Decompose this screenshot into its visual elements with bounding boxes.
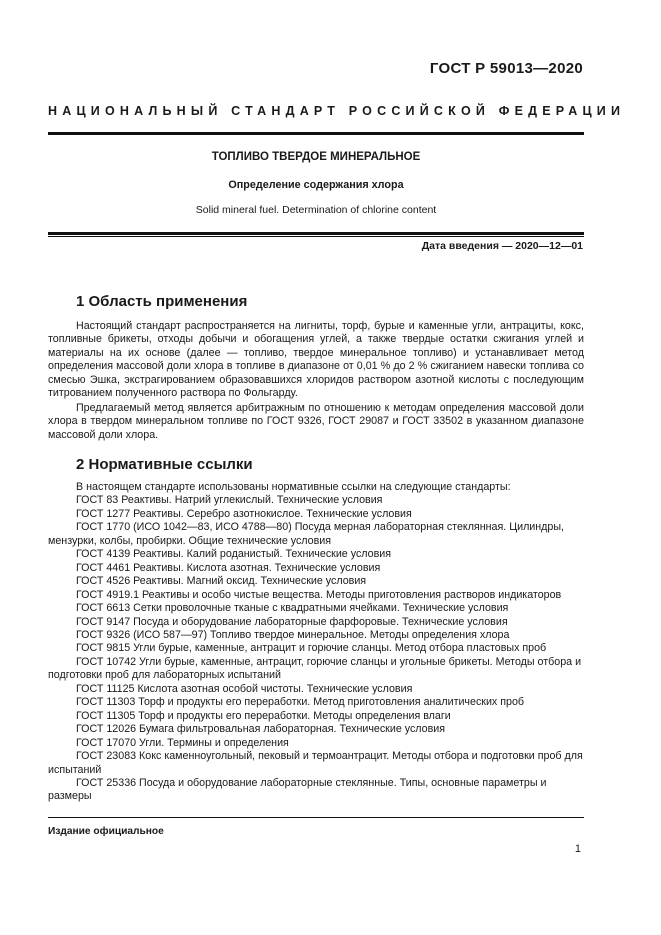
reference-item: ГОСТ 1770 (ИСО 1042—83, ИСО 4788—80) Посуда мерная лабораторная стеклянная. Цилиндры, мензурки, колбы, пробирки. Общие технические условия [48,521,565,547]
footer-rule [48,817,584,818]
english-title: Solid mineral fuel. Determination of chlorine content [195,204,437,216]
reference-item: ГОСТ 23083 Кокс каменноугольный, пековый и термоантрацит. Методы отбора и подготовки проб для испытаний [48,750,583,776]
reference-item: ГОСТ 9326 (ИСО 587—97) Топливо твердое минеральное. Методы определения хлора [76,628,510,641]
reference-list [48,494,584,803]
document-title: ТОПЛИВО ТВЕРДОЕ МИНЕРАЛЬНОЕ [211,151,421,163]
reference-item: ГОСТ 9147 Посуда и оборудование лабораторные фарфоровые. Технические условия [76,615,508,628]
document-subtitle: Определение содержания хлора [228,179,404,191]
section-1-heading: 1 Область применения [76,293,248,310]
reference-item: ГОСТ 4526 Реактивы. Магний оксид. Технические условия [76,575,367,588]
paragraph: Настоящий стандарт распространяется на лигниты, торф, бурые и каменные угли, антрациты, кокс, топливные брикеты, отходы добычи и обогащения углей, а также твердые остатки сжигания углей и материалы на их основе (далее — топливо, твердое минеральное топливо) и устанавливает метод определения массовой доли хлора в топливе в диапазоне от 0,01 % до 2 % сжиганием навески топлива со смесью Эшка, экстрагированием образовавшихся хлоридов раствором азотной кислоты с последующим титрованием полученного раствора по Фольгарду. [48,320,584,400]
reference-item: ГОСТ 4139 Реактивы. Калий роданистый. Технические условия [76,548,392,561]
section-2-body [48,481,584,804]
reference-item: ГОСТ 11303 Торф и продукты его переработки. Метод приготовления аналитических проб [76,696,525,709]
header-rule [48,132,584,135]
title-rule-thin [48,236,584,237]
official-edition-label: Издание официальное [48,826,164,837]
national-standard-banner: НАЦИОНАЛЬНЫЙ СТАНДАРТ РОССИЙСКОЙ ФЕДЕРАЦИИ [48,104,626,118]
reference-item: ГОСТ 6613 Сетки проволочные тканые с квадратными ячейками. Технические условия [76,602,509,615]
reference-item: ГОСТ 25336 Посуда и оборудование лабораторные стеклянные. Типы, основные параметры и размеры [48,776,547,803]
title-rule-thick [48,232,584,235]
reference-item: ГОСТ 9815 Угли бурые, каменные, антрацит и горючие сланцы. Метод отбора пластовых проб [76,642,547,655]
reference-item: ГОСТ 4461 Реактивы. Кислота азотная. Технические условия [76,561,381,574]
reference-item: ГОСТ 11305 Торф и продукты его переработки. Методы определения влаги [76,709,451,722]
reference-item: ГОСТ 1277 Реактивы. Серебро азотнокислое. Технические условия [76,507,412,520]
section-1-body [48,320,584,442]
reference-item: ГОСТ 17070 Угли. Термины и определения [76,736,289,749]
section-2-heading: 2 Нормативные ссылки [76,456,253,473]
reference-item: ГОСТ 12026 Бумага фильтровальная лабораторная. Технические условия [76,723,446,736]
introduction-date: Дата введения — 2020—12—01 [421,240,583,252]
page-number: 1 [574,843,581,855]
reference-item: ГОСТ 11125 Кислота азотная особой чистоты. Технические условия [76,682,413,695]
reference-item: ГОСТ 10742 Угли бурые, каменные, антрацит, горючие сланцы и угольные брикеты. Методы отбора и подготовки проб для лабораторных испытаний [48,655,582,682]
document-number: ГОСТ Р 59013—2020 [429,60,583,77]
paragraph: В настоящем стандарте использованы нормативные ссылки на следующие стандарты: [76,481,511,493]
reference-item: ГОСТ 4919.1 Реактивы и особо чистые вещества. Методы приготовления растворов индикаторов [76,588,562,601]
reference-item: ГОСТ 83 Реактивы. Натрий углекислый. Технические условия [76,494,383,507]
paragraph: Предлагаемый метод является арбитражным по отношению к методам определения массовой доли хлора в твердом минеральном топливе по ГОСТ 9326, ГОСТ 29087 и ГОСТ 33502 в указанном диапазоне массовой доли хлора. [48,401,584,441]
